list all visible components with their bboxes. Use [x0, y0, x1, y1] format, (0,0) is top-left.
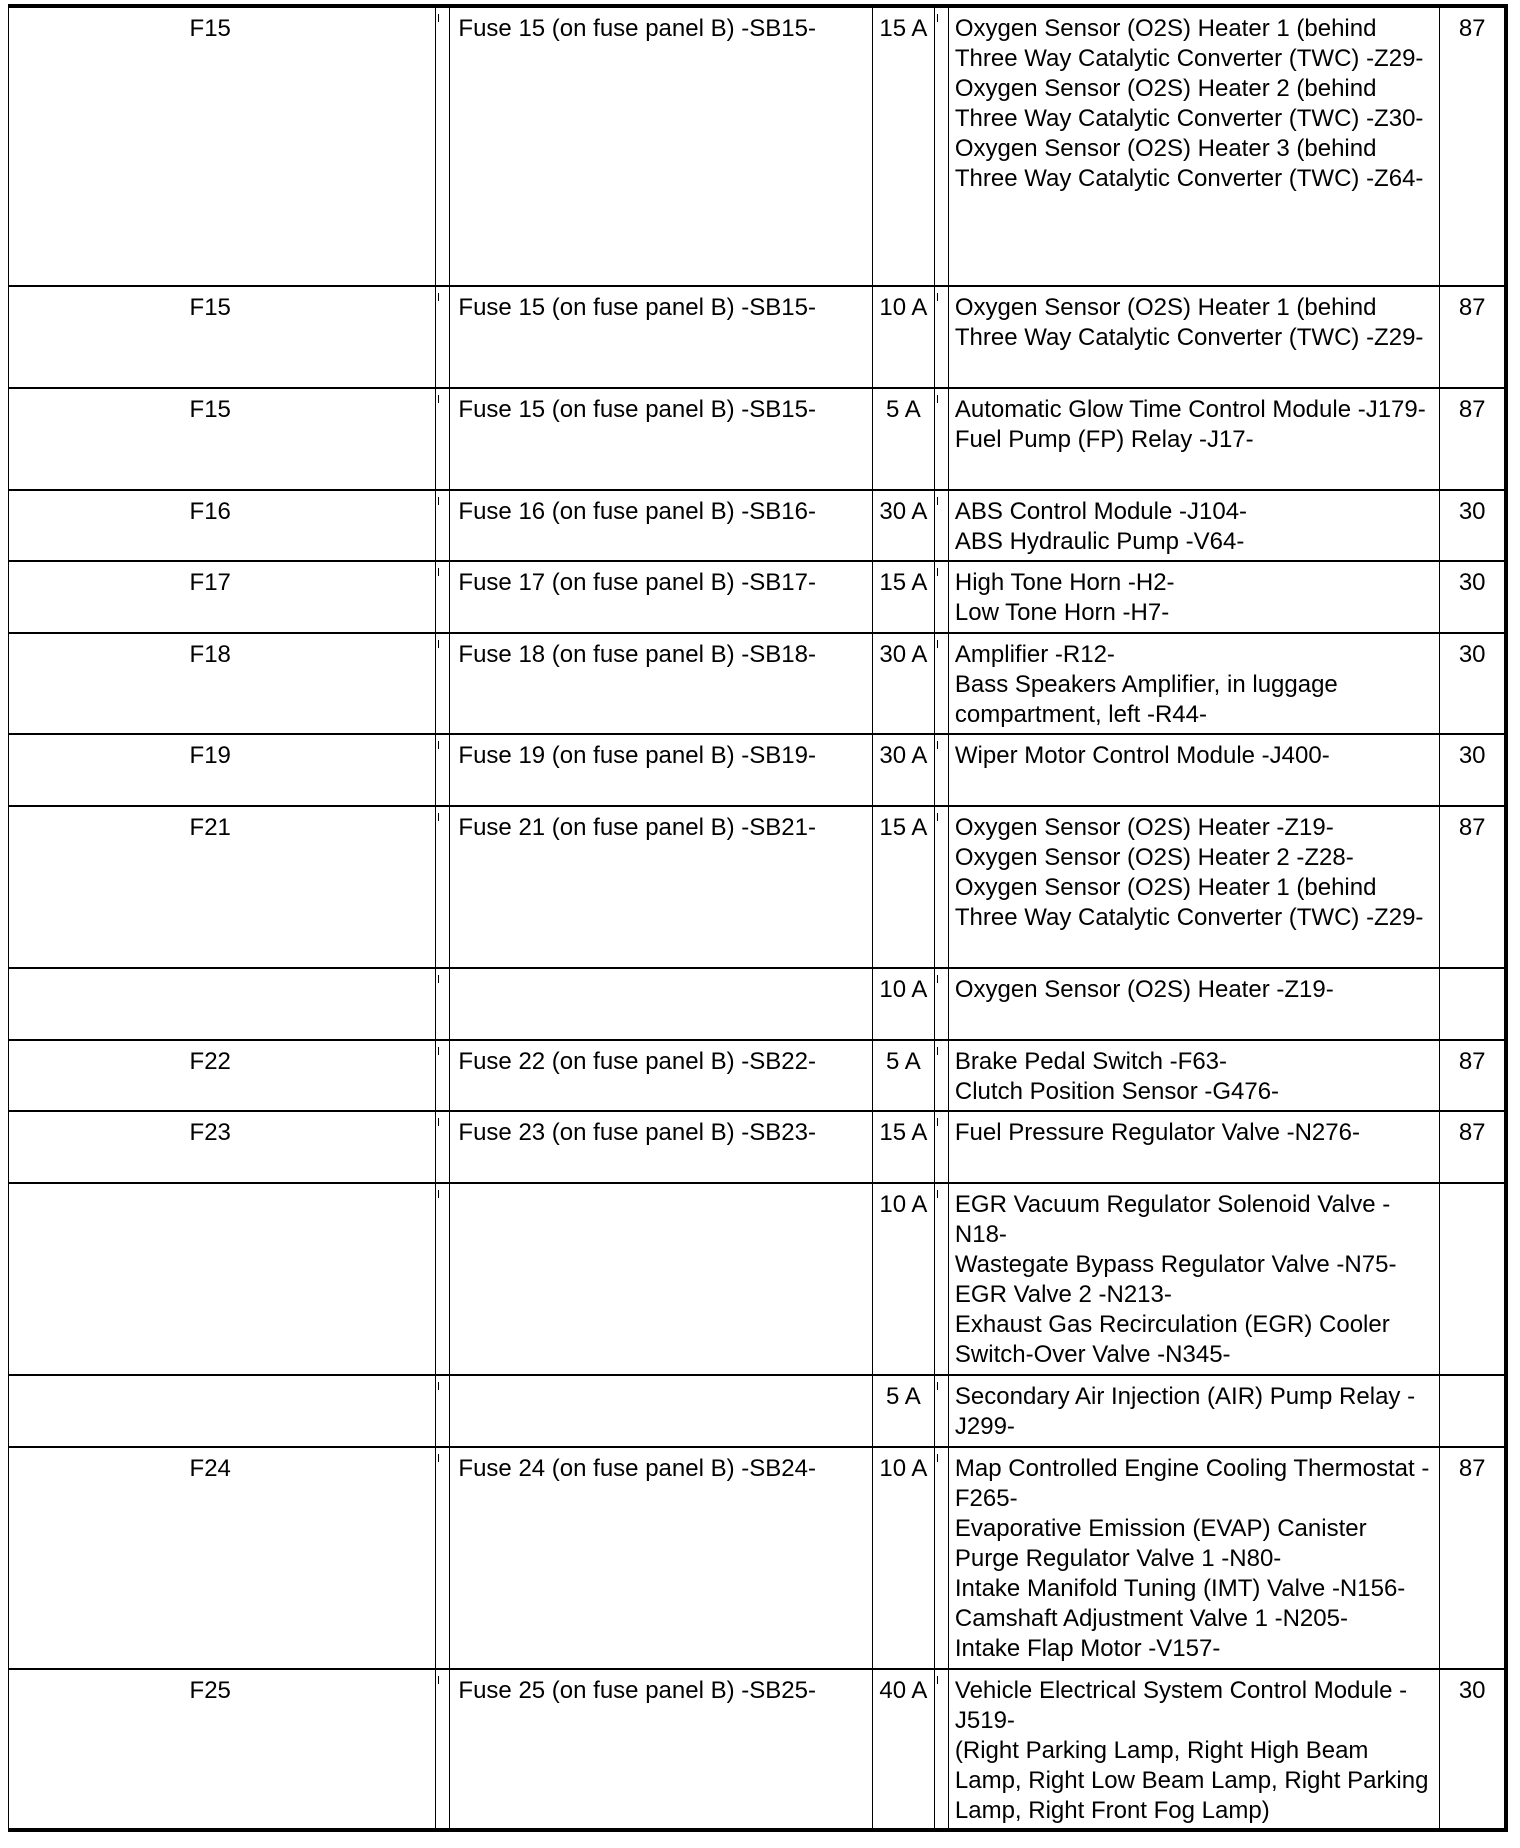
components-cell: Oxygen Sensor (O2S) Heater -Z19- — [948, 968, 1439, 1040]
fuse-id-cell: F21 — [9, 806, 436, 968]
components-cell: Amplifier -R12- Bass Speakers Amplifier, in luggage compartment, left -R44- — [948, 633, 1439, 734]
amperage-cell: 10 A — [872, 286, 934, 388]
fuse-id-cell: F22 — [9, 1040, 436, 1111]
amperage-cell: 10 A — [872, 1183, 934, 1375]
terminal-cell — [1440, 1375, 1506, 1447]
separator-cell — [934, 968, 948, 1040]
separator-cell — [934, 561, 948, 633]
fuse-description-cell: Fuse 15 (on fuse panel B) -SB15- — [450, 6, 872, 286]
fuse-description-cell — [450, 1375, 872, 1447]
components-cell: Oxygen Sensor (O2S) Heater 1 (behind Three Way Catalytic Converter (TWC) -Z29- Oxygen Sensor (O2S) Heater 2 (behind Three Way Catalytic Converter (TWC) -Z30- Oxygen Sensor (O2S) Heater 3 (behind Three Way Catalytic Converter (TWC) -Z64- — [948, 6, 1439, 286]
amperage-cell: 30 A — [872, 734, 934, 806]
components-cell: Vehicle Electrical System Control Module -J519- (Right Parking Lamp, Right High Beam Lamp, Right Low Beam Lamp, Right Parking Lamp, Right Front Fog Lamp) — [948, 1669, 1439, 1830]
amperage-cell: 15 A — [872, 561, 934, 633]
fuse-description-cell — [450, 968, 872, 1040]
components-cell: Fuel Pressure Regulator Valve -N276- — [948, 1111, 1439, 1183]
terminal-cell: 87 — [1440, 286, 1506, 388]
terminal-cell: 30 — [1440, 633, 1506, 734]
table-row — [9, 561, 1507, 633]
fuse-description-cell: Fuse 16 (on fuse panel B) -SB16- — [450, 490, 872, 561]
components-cell: Brake Pedal Switch -F63- Clutch Position Sensor -G476- — [948, 1040, 1439, 1111]
table-row — [9, 286, 1507, 388]
fuse-table-body — [9, 6, 1507, 1830]
fuse-description-cell: Fuse 18 (on fuse panel B) -SB18- — [450, 633, 872, 734]
fuse-description-cell: Fuse 23 (on fuse panel B) -SB23- — [450, 1111, 872, 1183]
terminal-cell — [1440, 1183, 1506, 1375]
table-row — [9, 806, 1507, 968]
terminal-cell: 30 — [1440, 1669, 1506, 1830]
separator-cell — [934, 388, 948, 490]
amperage-cell: 15 A — [872, 6, 934, 286]
separator-cell — [934, 1040, 948, 1111]
terminal-cell: 87 — [1440, 806, 1506, 968]
fuse-description-cell — [450, 1183, 872, 1375]
fuse-id-cell: F15 — [9, 286, 436, 388]
separator-cell — [934, 1111, 948, 1183]
terminal-cell: 87 — [1440, 6, 1506, 286]
separator-cell — [436, 1375, 450, 1447]
table-row — [9, 1669, 1507, 1830]
table-row — [9, 734, 1507, 806]
amperage-cell: 5 A — [872, 1040, 934, 1111]
amperage-cell: 10 A — [872, 968, 934, 1040]
amperage-cell: 10 A — [872, 1447, 934, 1669]
table-row — [9, 633, 1507, 734]
components-cell: Oxygen Sensor (O2S) Heater 1 (behind Three Way Catalytic Converter (TWC) -Z29- — [948, 286, 1439, 388]
terminal-cell: 30 — [1440, 490, 1506, 561]
fuse-id-cell: F16 — [9, 490, 436, 561]
separator-cell — [436, 388, 450, 490]
separator-cell — [934, 734, 948, 806]
amperage-cell: 15 A — [872, 806, 934, 968]
fuse-description-cell: Fuse 24 (on fuse panel B) -SB24- — [450, 1447, 872, 1669]
separator-cell — [934, 1375, 948, 1447]
fuse-description-cell: Fuse 17 (on fuse panel B) -SB17- — [450, 561, 872, 633]
separator-cell — [934, 1183, 948, 1375]
fuse-id-cell: F23 — [9, 1111, 436, 1183]
separator-cell — [436, 806, 450, 968]
fuse-description-cell: Fuse 19 (on fuse panel B) -SB19- — [450, 734, 872, 806]
separator-cell — [934, 490, 948, 561]
table-row — [9, 1111, 1507, 1183]
separator-cell — [934, 633, 948, 734]
terminal-cell — [1440, 968, 1506, 1040]
fuse-id-cell — [9, 1375, 436, 1447]
separator-cell — [934, 806, 948, 968]
amperage-cell: 30 A — [872, 490, 934, 561]
components-cell: Oxygen Sensor (O2S) Heater -Z19- Oxygen Sensor (O2S) Heater 2 -Z28- Oxygen Sensor (O2S) Heater 1 (behind Three Way Catalytic Converter (TWC) -Z29- — [948, 806, 1439, 968]
table-row — [9, 1040, 1507, 1111]
table-row — [9, 490, 1507, 561]
fuse-description-cell: Fuse 22 (on fuse panel B) -SB22- — [450, 1040, 872, 1111]
separator-cell — [436, 1447, 450, 1669]
components-cell: ABS Control Module -J104- ABS Hydraulic Pump -V64- — [948, 490, 1439, 561]
fuse-id-cell: F25 — [9, 1669, 436, 1830]
amperage-cell: 30 A — [872, 633, 934, 734]
fuse-id-cell — [9, 1183, 436, 1375]
components-cell: High Tone Horn -H2- Low Tone Horn -H7- — [948, 561, 1439, 633]
terminal-cell: 30 — [1440, 734, 1506, 806]
separator-cell — [436, 1040, 450, 1111]
fuse-id-cell: F15 — [9, 388, 436, 490]
separator-cell — [436, 1669, 450, 1830]
terminal-cell: 30 — [1440, 561, 1506, 633]
separator-cell — [436, 490, 450, 561]
separator-cell — [934, 286, 948, 388]
fuse-description-cell: Fuse 15 (on fuse panel B) -SB15- — [450, 286, 872, 388]
terminal-cell: 87 — [1440, 1111, 1506, 1183]
separator-cell — [436, 6, 450, 286]
amperage-cell: 15 A — [872, 1111, 934, 1183]
components-cell: Wiper Motor Control Module -J400- — [948, 734, 1439, 806]
components-cell: EGR Vacuum Regulator Solenoid Valve -N18- Wastegate Bypass Regulator Valve -N75- EGR Valve 2 -N213- Exhaust Gas Recirculation (EGR) Cooler Switch-Over Valve -N345- — [948, 1183, 1439, 1375]
fuse-id-cell: F19 — [9, 734, 436, 806]
amperage-cell: 5 A — [872, 1375, 934, 1447]
components-cell: Secondary Air Injection (AIR) Pump Relay -J299- — [948, 1375, 1439, 1447]
amperage-cell: 5 A — [872, 388, 934, 490]
separator-cell — [436, 734, 450, 806]
separator-cell — [934, 1669, 948, 1830]
table-row — [9, 968, 1507, 1040]
separator-cell — [436, 1111, 450, 1183]
fuse-id-cell: F15 — [9, 6, 436, 286]
fuse-description-cell: Fuse 21 (on fuse panel B) -SB21- — [450, 806, 872, 968]
separator-cell — [934, 1447, 948, 1669]
fuse-description-cell: Fuse 25 (on fuse panel B) -SB25- — [450, 1669, 872, 1830]
separator-cell — [934, 6, 948, 286]
fuse-id-cell — [9, 968, 436, 1040]
separator-cell — [436, 633, 450, 734]
separator-cell — [436, 1183, 450, 1375]
table-row — [9, 1447, 1507, 1669]
fuse-description-cell: Fuse 15 (on fuse panel B) -SB15- — [450, 388, 872, 490]
separator-cell — [436, 561, 450, 633]
table-row — [9, 6, 1507, 286]
terminal-cell: 87 — [1440, 1447, 1506, 1669]
fuse-id-cell: F17 — [9, 561, 436, 633]
separator-cell — [436, 968, 450, 1040]
fuse-id-cell: F24 — [9, 1447, 436, 1669]
components-cell: Automatic Glow Time Control Module -J179- Fuel Pump (FP) Relay -J17- — [948, 388, 1439, 490]
fuse-table — [8, 4, 1508, 1832]
terminal-cell: 87 — [1440, 1040, 1506, 1111]
table-row — [9, 1183, 1507, 1375]
separator-cell — [436, 286, 450, 388]
table-row — [9, 1375, 1507, 1447]
components-cell: Map Controlled Engine Cooling Thermostat -F265- Evaporative Emission (EVAP) Canister Purge Regulator Valve 1 -N80- Intake Manifold Tuning (IMT) Valve -N156- Camshaft Adjustment Valve 1 -N205- Intake Flap Motor -V157- — [948, 1447, 1439, 1669]
table-row — [9, 388, 1507, 490]
fuse-id-cell: F18 — [9, 633, 436, 734]
amperage-cell: 40 A — [872, 1669, 934, 1830]
terminal-cell: 87 — [1440, 388, 1506, 490]
